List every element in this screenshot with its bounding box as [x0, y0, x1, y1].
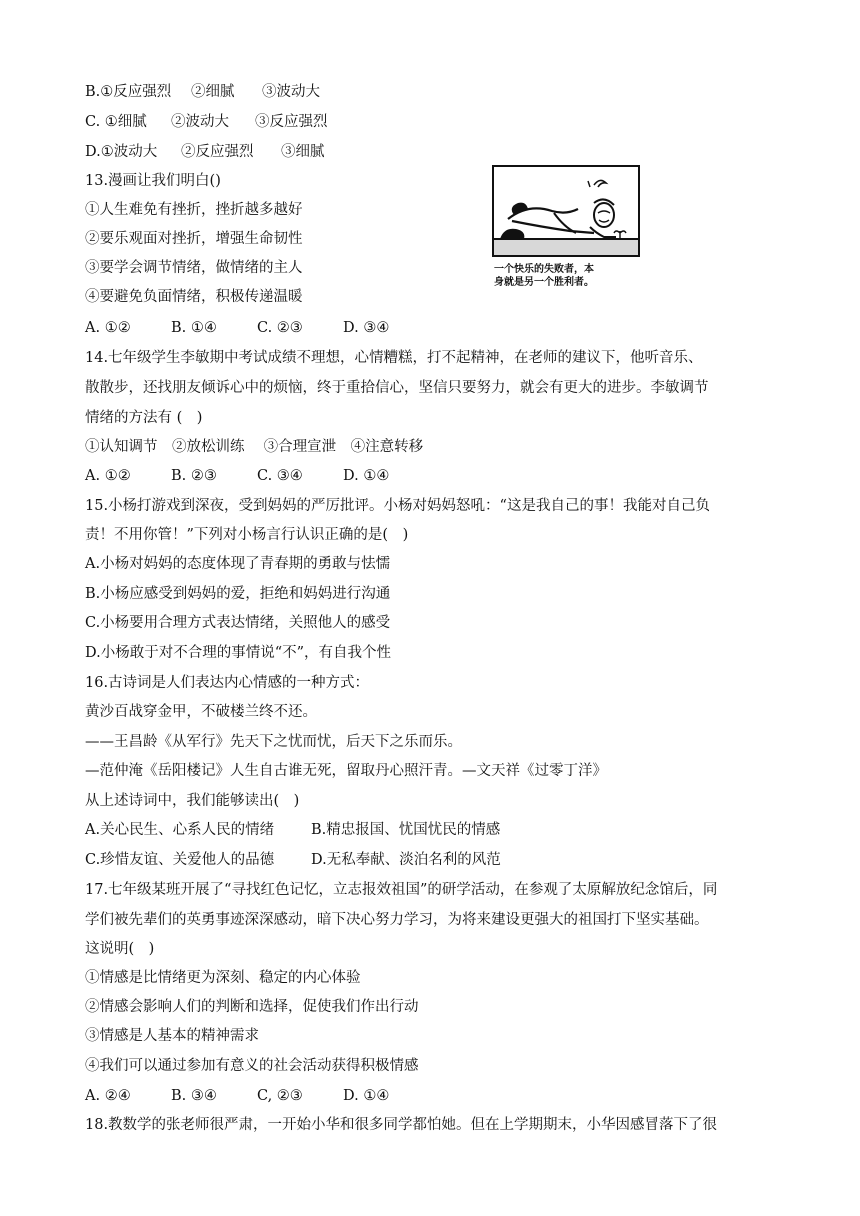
q12-option-c: C. ①细腻 ②波动大 ③反应强烈: [85, 114, 328, 130]
q14-stem-line-3: 情绪的方法有 ( ): [85, 410, 203, 426]
cartoon-caption: [494, 263, 642, 289]
q17-item-2: ②情感会影响人们的判断和选择，促使我们作出行动: [85, 999, 419, 1015]
q13-stem: 13.漫画让我们明白(): [85, 173, 221, 189]
q14-items: ①认知调节 ②放松训练 ③合理宣泄 ④注意转移: [85, 439, 424, 455]
q13-item-1: ①人生难免有挫折，挫折越多越好: [85, 202, 303, 218]
q18-stem-line-1: 18.教数学的张老师很严肃，一开始小华和很多同学都怕她。但在上学期期末，小华因感冒落下了很: [85, 1117, 718, 1133]
q15-option-d: D.小杨敢于对不合理的事情说“不”，有自我个性: [85, 645, 392, 661]
q16-options-row-1: A.关心民生、心系人民的情绪 B.精忠报国、忧国忧民的情感: [85, 822, 501, 838]
q14-options: A. ①② B. ②③ C. ③④ D. ①④: [85, 468, 390, 484]
cartoon-illustration: [492, 165, 642, 293]
q16-poem-line-2: ——王昌龄《从军行》先天下之忧而忧，后天下之乐而乐。: [85, 734, 462, 750]
q15-option-a: A.小杨对妈妈的态度体现了青春期的勇敢与怯懦: [85, 556, 391, 572]
q16-poem-line-1: 黄沙百战穿金甲，不破楼兰终不还。: [85, 704, 317, 720]
q17-item-1: ①情感是比情绪更为深刻、稳定的内心体验: [85, 970, 361, 986]
q13-item-3: ③要学会调节情绪，做情绪的主人: [85, 260, 303, 276]
q15-option-c: C.小杨要用合理方式表达情绪，关照他人的感受: [85, 615, 391, 631]
cartoon-caption-line-1: 一个快乐的失败者，本: [494, 264, 594, 275]
q15-stem-line-1: 15.小杨打游戏到深夜，受到妈妈的严厉批评。小杨对妈妈怒吼：“这是我自己的事！我能对自己负: [85, 498, 710, 514]
q13-item-2: ②要乐观面对挫折，增强生命韧性: [85, 231, 303, 247]
q14-stem-line-1: 14.七年级学生李敏期中考试成绩不理想，心情糟糕，打不起精神，在老师的建议下，他听音乐、: [85, 350, 703, 366]
q17-item-3: ③情感是人基本的精神需求: [85, 1028, 259, 1044]
q13-item-4: ④要避免负面情绪，积极传递温暖: [85, 289, 303, 305]
q13-options: A. ①② B. ①④ C. ②③ D. ③④: [85, 320, 390, 336]
q15-option-b: B.小杨应感受到妈妈的爱，拒绝和妈妈进行沟通: [85, 586, 391, 602]
q17-stem-line-2: 学们被先辈们的英勇事迹深深感动，暗下决心努力学习，为将来建设更强大的祖国打下坚实基础。: [85, 912, 709, 928]
cartoon-caption-line-2: 身就是另一个胜利者。: [494, 277, 594, 288]
q17-options: A. ②④ B. ③④ C, ②③ D. ①④: [85, 1088, 390, 1104]
q17-stem-line-3: 这说明( ): [85, 941, 155, 957]
q12-option-b: B.①反应强烈 ②细腻 ③波动大: [85, 84, 320, 100]
fallen-person-icon: [494, 167, 638, 255]
cartoon-frame: [492, 165, 640, 257]
q16-stem: 16.古诗词是人们表达内心情感的一种方式：: [85, 675, 370, 691]
q15-stem-line-2: 责！不用你管！”下列对小杨言行认识正确的是( ): [85, 527, 409, 543]
q12-option-d: D.①波动大 ②反应强烈 ③细腻: [85, 144, 325, 160]
q16-question: 从上述诗词中，我们能够读出( ): [85, 793, 300, 809]
q14-stem-line-2: 散散步，还找朋友倾诉心中的烦恼，终于重拾信心，坚信只要努力，就会有更大的进步。李敏调节: [85, 380, 709, 396]
q16-poem-line-3: —范仲淹《岳阳楼记》人生自古谁无死，留取丹心照汗青。—文天祥《过零丁洋》: [85, 763, 607, 779]
q16-options-row-2: C.珍惜友谊、关爱他人的品德 D.无私奉献、淡泊名利的风范: [85, 852, 501, 868]
q17-stem-line-1: 17.七年级某班开展了“寻找红色记忆，立志报效祖国”的研学活动，在参观了太原解放纪念馆后，同: [85, 882, 718, 898]
q17-item-4: ④我们可以通过参加有意义的社会活动获得积极情感: [85, 1058, 419, 1074]
